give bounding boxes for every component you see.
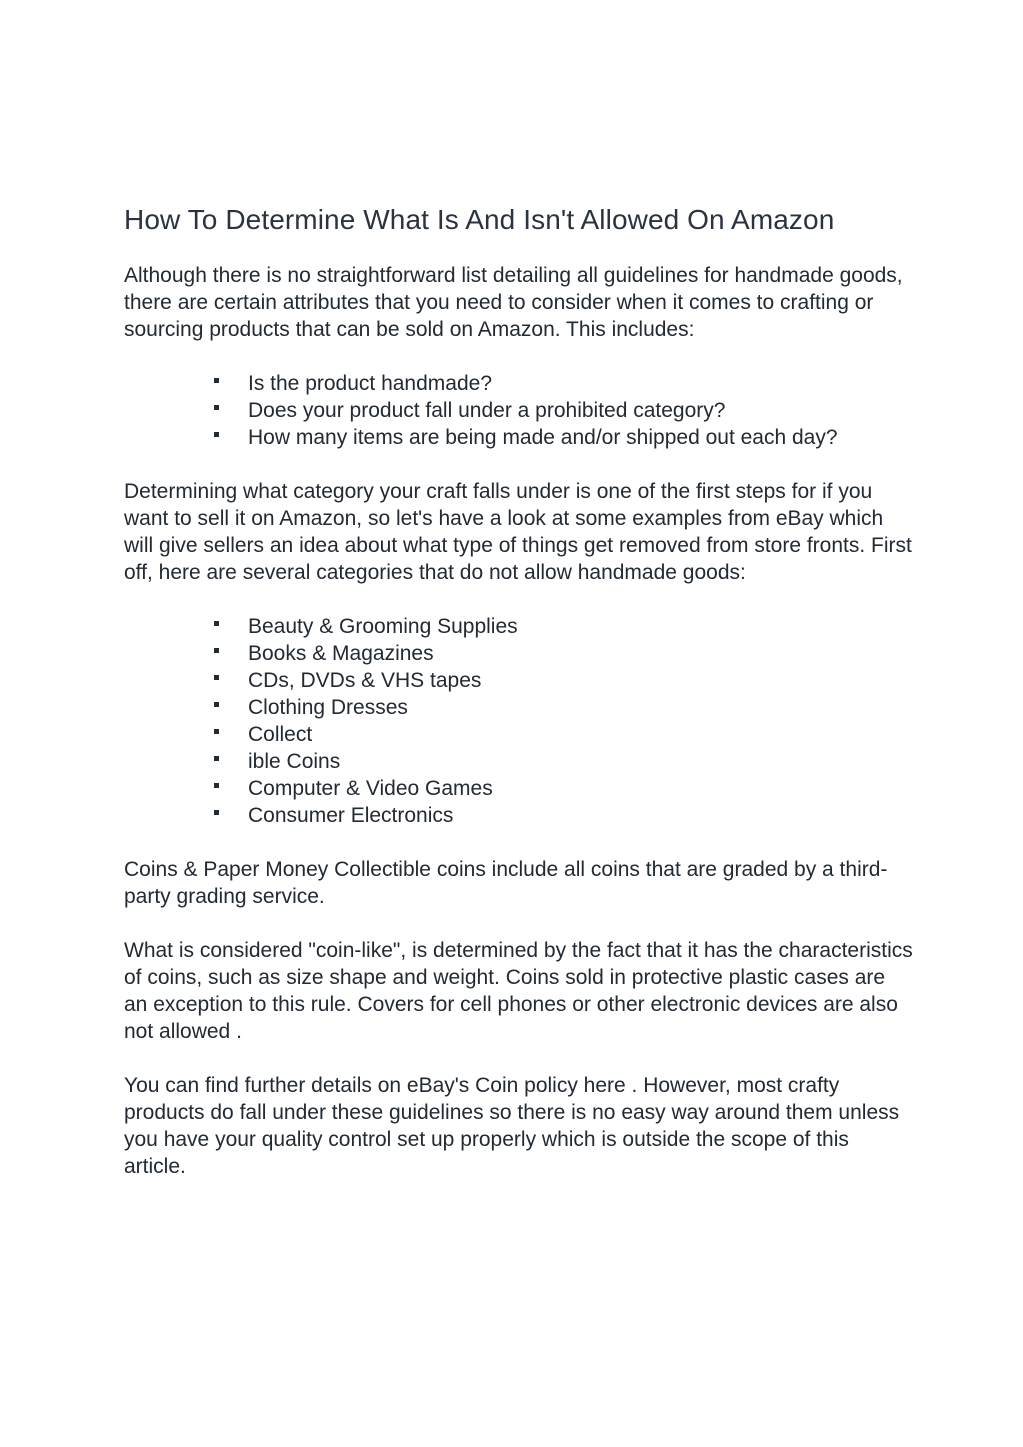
list-item: Collect: [124, 721, 914, 748]
list-item: Books & Magazines: [124, 640, 914, 667]
list-item: How many items are being made and/or shipped out each day?: [124, 424, 914, 451]
list-item: ible Coins: [124, 748, 914, 775]
square-bullet-icon: [214, 729, 219, 734]
square-bullet-icon: [214, 378, 219, 383]
document-page: [124, 200, 914, 1180]
page-title: How To Determine What Is And Isn't Allowed On Amazon: [124, 204, 835, 235]
category-paragraph: Determining what category your craft falls under is one of the first steps for if you want to sell it on Amazon, so let's have a look at some examples from eBay which will give sellers an idea about what type of things get removed from store fronts. First off, here are several categories that do not allow handmade goods:: [124, 480, 912, 584]
coin-like-paragraph: What is considered "coin-like", is determined by the fact that it has the characteristics of coins, such as size shape and weight. Coins sold in protective plastic cases are an exception to this rule. Covers for cell phones or other electronic devices are also not allowed .: [124, 939, 913, 1043]
list-item: Beauty & Grooming Supplies: [124, 613, 914, 640]
list-item: Clothing Dresses: [124, 694, 914, 721]
categories-list: [124, 613, 914, 829]
square-bullet-icon: [214, 648, 219, 653]
square-bullet-icon: [214, 810, 219, 815]
square-bullet-icon: [214, 756, 219, 761]
list-item: Consumer Electronics: [124, 802, 914, 829]
list-item: Does your product fall under a prohibited category?: [124, 397, 914, 424]
square-bullet-icon: [214, 405, 219, 410]
square-bullet-icon: [214, 702, 219, 707]
square-bullet-icon: [214, 783, 219, 788]
square-bullet-icon: [214, 432, 219, 437]
square-bullet-icon: [214, 621, 219, 626]
square-bullet-icon: [214, 675, 219, 680]
further-details-paragraph: You can find further details on eBay's Coin policy here . However, most crafty products do fall under these guidelines so there is no easy way around them unless you have your quality control set up properly which is outside the scope of this article.: [124, 1074, 900, 1178]
list-item: Is the product handmade?: [124, 370, 914, 397]
list-item: CDs, DVDs & VHS tapes: [124, 667, 914, 694]
intro-paragraph: Although there is no straightforward list detailing all guidelines for handmade goods, there are certain attributes that you need to consider when it comes to crafting or sourcing products that can be sold on Amazon. This includes:: [124, 264, 903, 341]
coins-paragraph: Coins & Paper Money Collectible coins include all coins that are graded by a third-party grading service.: [124, 858, 888, 908]
questions-list: [124, 370, 914, 451]
list-item: Computer & Video Games: [124, 775, 914, 802]
